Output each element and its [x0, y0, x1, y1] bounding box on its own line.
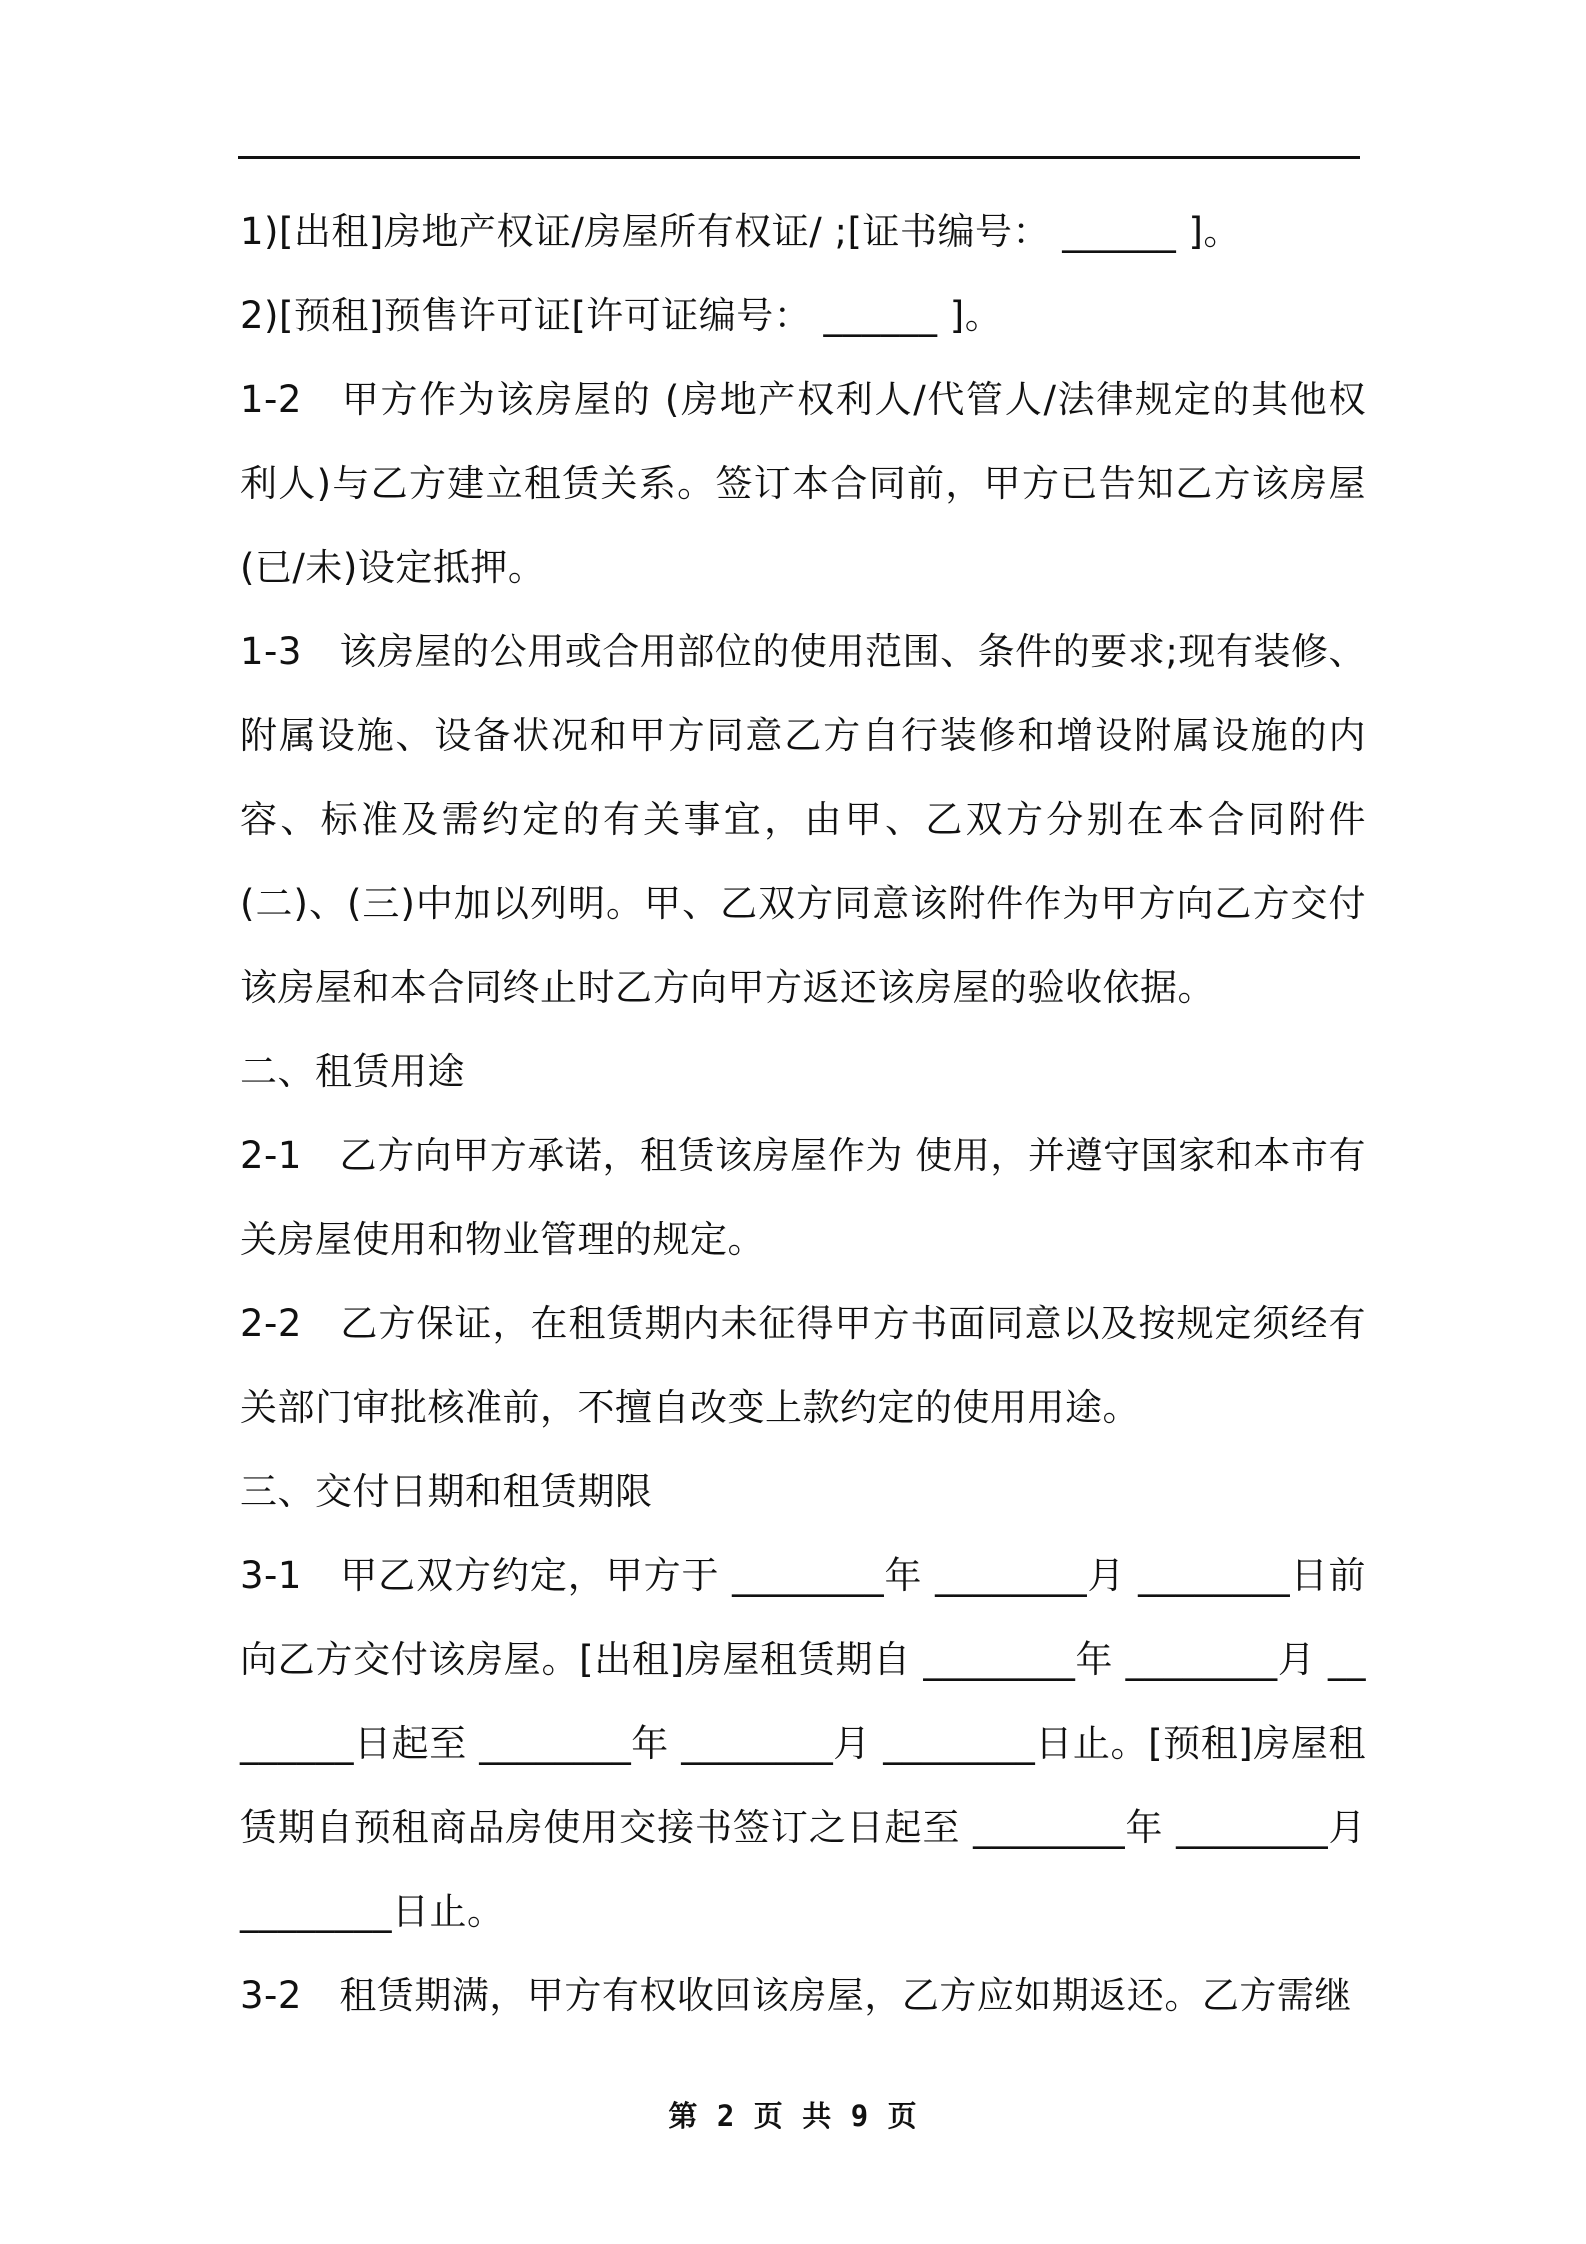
document-body	[240, 190, 1366, 2038]
clause-1-3: 1-3 该房屋的公用或合用部位的使用范围、条件的要求;现有装修、附属设施、设备状况和甲方同意乙方自行装修和增设附属设施的内容、标准及需约定的有关事宜，由甲、乙双方分别在本合同附件(二)、(三)中加以列明。甲、乙双方同意该附件作为甲方向乙方交付该房屋和本合同终止时乙方向甲方返还该房屋的验收依据。	[240, 630, 1366, 1009]
page-number-footer: 第 2 页 共 9 页	[668, 2099, 918, 2133]
clause-3-2: 3-2 租赁期满，甲方有权收回该房屋，乙方应如期返还。乙方需继	[240, 1974, 1352, 2017]
clause-1-2: 1-2 甲方作为该房屋的 (房地产权利人/代管人/法律规定的其他权利人)与乙方建立租赁关系。签订本合同前，甲方已告知乙方该房屋(已/未)设定抵押。	[240, 378, 1366, 589]
section-heading-3: 三、交付日期和租赁期限	[240, 1470, 653, 1513]
clause-2-1: 2-1 乙方向甲方承诺，租赁该房屋作为 使用，并遵守国家和本市有关房屋使用和物业管理的规定。	[240, 1134, 1366, 1261]
clause-3-1: 3-1 甲乙双方约定，甲方于 ________年 ________月 ________日前向乙方交付该房屋。[出租]房屋租赁期自 ________年 ________月 ________日起至 ________年 ________月 ________日止。[预租]房屋租赁期自预租商品房使用交接书签订之日起至 ________年 ________月 ________日止。	[240, 1554, 1366, 1933]
clause-2-2: 2-2 乙方保证，在租赁期内未征得甲方书面同意以及按规定须经有关部门审批核准前，不擅自改变上款约定的使用用途。	[240, 1302, 1366, 1429]
header-rule	[238, 156, 1360, 159]
clause-1-1-item-1: 1)[出租]房地产权证/房屋所有权证/ ;[证书编号： ______ ]。	[240, 210, 1241, 253]
clause-1-1-item-2: 2)[预租]预售许可证[许可证编号： ______ ]。	[240, 294, 1003, 337]
section-heading-2: 二、租赁用途	[240, 1050, 465, 1093]
